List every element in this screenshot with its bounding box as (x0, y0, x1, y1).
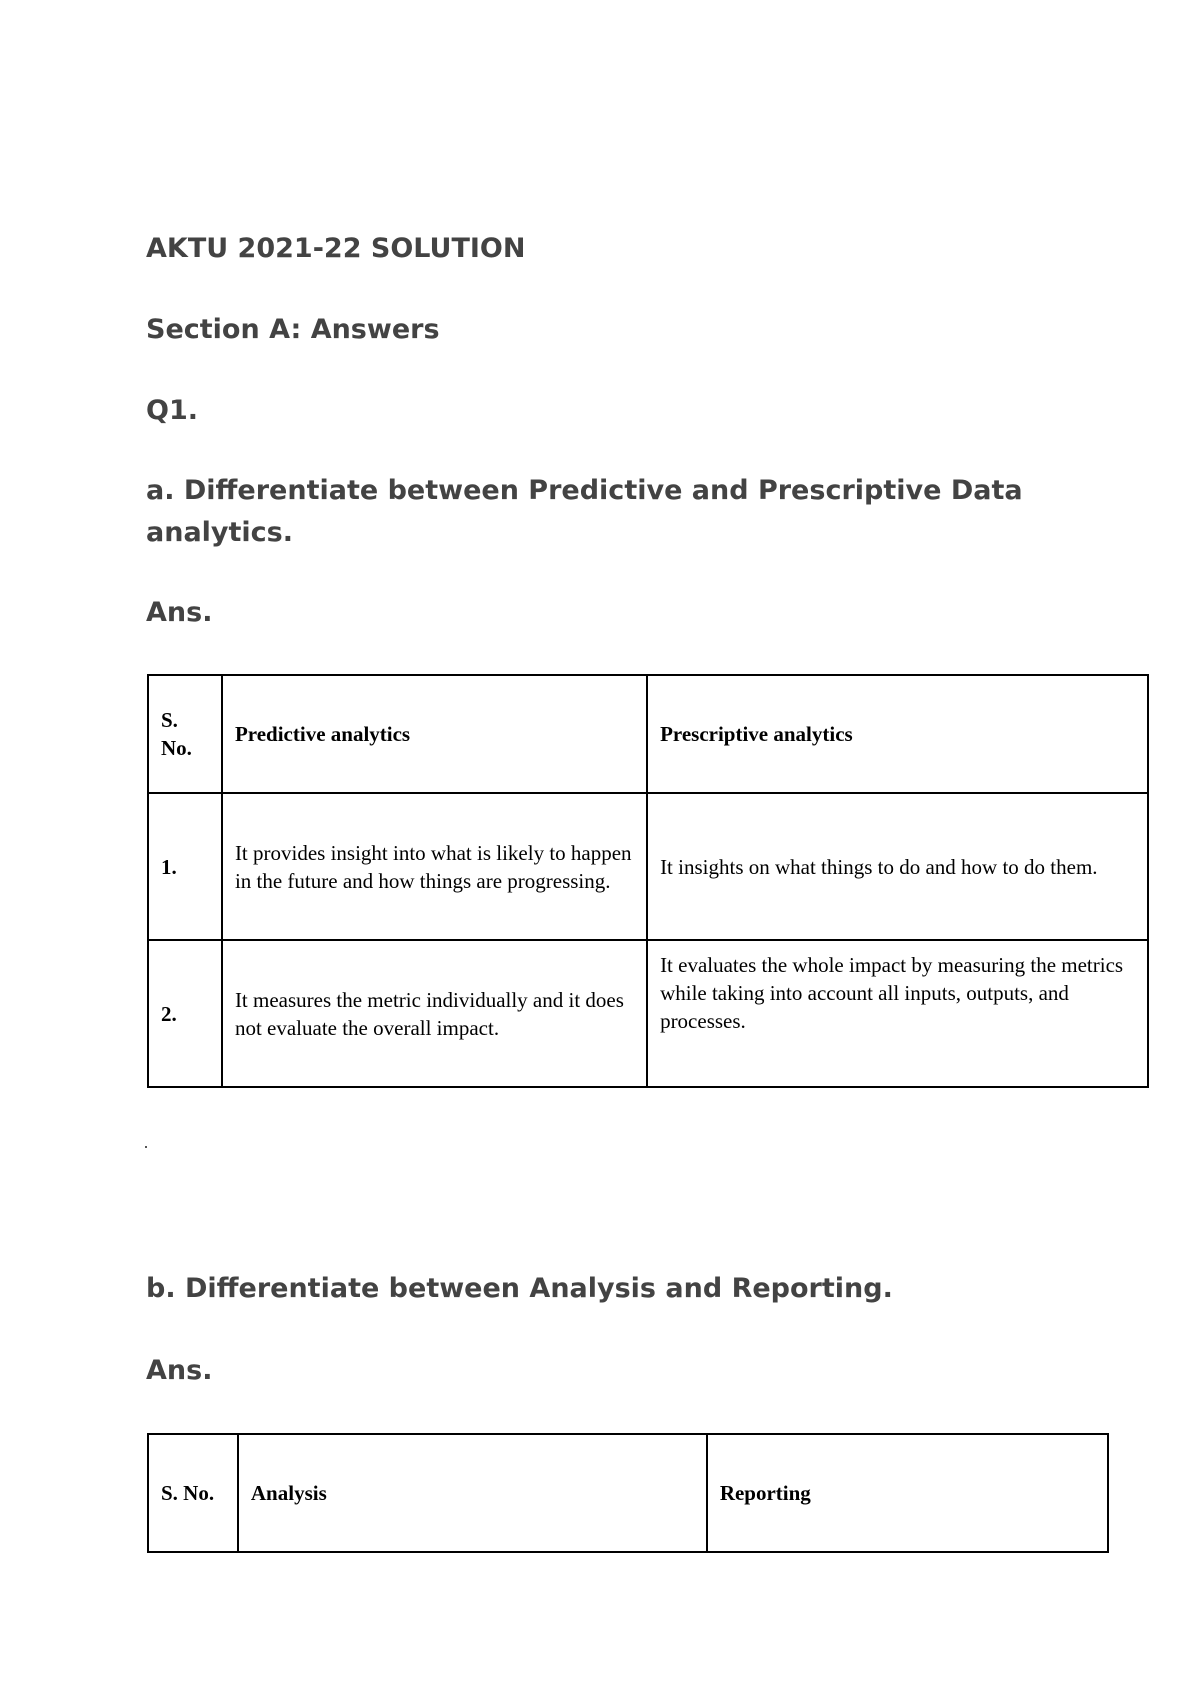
row-predictive: It measures the metric individually and it does not evaluate the overall impact. (222, 940, 647, 1087)
header-sno: S. No. (148, 675, 222, 793)
document-title: AKTU 2021-22 SOLUTION (146, 233, 526, 264)
answer-label-a: Ans. (146, 597, 213, 628)
header-predictive: Predictive analytics (222, 675, 647, 793)
row-sno: 2. (148, 940, 222, 1087)
table-header-row (148, 675, 1148, 793)
header-reporting: Reporting (707, 1434, 1108, 1552)
table-header-row (148, 1434, 1108, 1552)
answer-label-b: Ans. (146, 1355, 213, 1386)
question-b: b. Differentiate between Analysis and Reporting. (146, 1273, 893, 1304)
question-a: a. Differentiate between Predictive and Prescriptive Data analytics. (146, 475, 1023, 548)
row-prescriptive: It evaluates the whole impact by measuring the metrics while taking into account all inputs, outputs, and processes. (647, 940, 1148, 1087)
comparison-table-b (147, 1433, 1109, 1553)
header-prescriptive: Prescriptive analytics (647, 675, 1148, 793)
table-row (148, 793, 1148, 940)
table-row (148, 940, 1148, 1087)
row-sno: 1. (148, 793, 222, 940)
header-analysis: Analysis (238, 1434, 707, 1552)
comparison-table-a (147, 674, 1149, 1088)
header-sno: S. No. (148, 1434, 238, 1552)
question-number: Q1. (146, 395, 198, 426)
row-predictive: It provides insight into what is likely to happen in the future and how things are progressing. (222, 793, 647, 940)
row-prescriptive: It insights on what things to do and how to do them. (647, 793, 1148, 940)
stray-mark (145, 1146, 147, 1148)
section-heading: Section A: Answers (146, 314, 440, 345)
